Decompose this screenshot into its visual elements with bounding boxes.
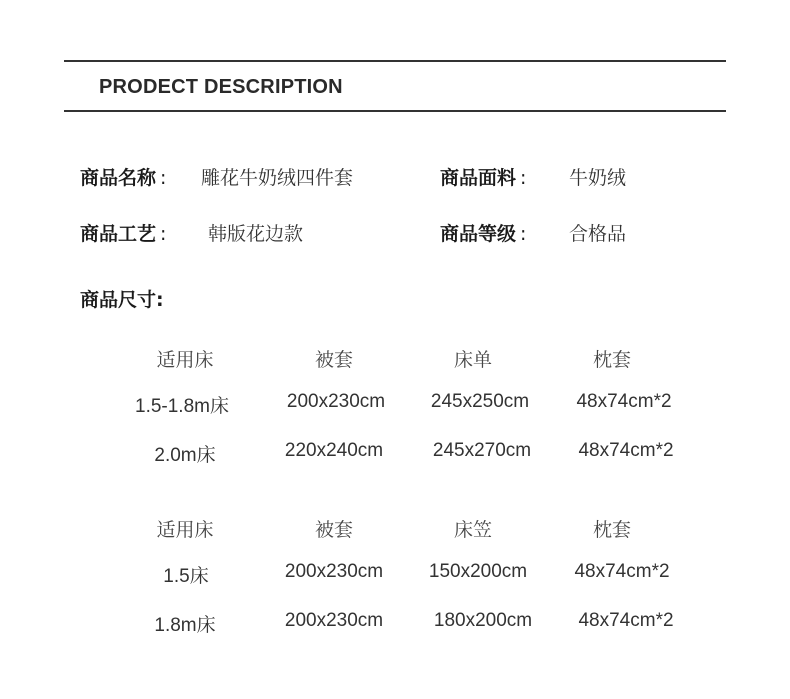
fabric-value: 牛奶绒 [569, 167, 627, 189]
table-header-cell: 适用床 [156, 350, 214, 371]
table-cell: 150x200cm [428, 561, 528, 582]
table-cell: 200x230cm [284, 610, 384, 631]
grade-value: 合格品 [569, 223, 627, 245]
product-name-value: 雕花牛奶绒四件套 [201, 167, 354, 189]
table-cell: 48x74cm*2 [578, 440, 674, 461]
table-header-cell: 被套 [314, 350, 353, 371]
table-cell: 48x74cm*2 [574, 561, 670, 582]
product-name-label: 商品名称 : [80, 167, 167, 189]
table-cell: 1.8m床 [154, 615, 216, 636]
table-cell: 1.5-1.8m床 [135, 396, 229, 417]
table-cell: 245x250cm [430, 391, 530, 412]
table-header-cell: 枕套 [592, 350, 631, 371]
table-header-cell: 适用床 [156, 520, 214, 541]
table-cell: 245x270cm [432, 440, 532, 461]
table-cell: 48x74cm*2 [576, 391, 672, 412]
section-title: PRODECT DESCRIPTION [99, 76, 343, 98]
table-header-cell: 被套 [314, 520, 353, 541]
table-cell: 220x240cm [284, 440, 384, 461]
craft-label: 商品工艺 : [80, 223, 167, 245]
size-label: 商品尺寸: [80, 289, 164, 311]
table-cell: 200x230cm [284, 561, 384, 582]
table-header-cell: 床笠 [453, 520, 492, 541]
table-header-cell: 床单 [453, 350, 492, 371]
table-header-cell: 枕套 [592, 520, 631, 541]
fabric-label: 商品面料 : [440, 167, 527, 189]
table-cell: 200x230cm [286, 391, 386, 412]
grade-label: 商品等级 : [440, 223, 527, 245]
craft-value: 韩版花边款 [208, 223, 304, 245]
table-cell: 2.0m床 [154, 445, 216, 466]
table-cell: 48x74cm*2 [578, 610, 674, 631]
bottom-divider [64, 110, 726, 112]
table-cell: 180x200cm [433, 610, 533, 631]
top-divider [64, 60, 726, 62]
table-cell: 1.5床 [163, 566, 209, 587]
